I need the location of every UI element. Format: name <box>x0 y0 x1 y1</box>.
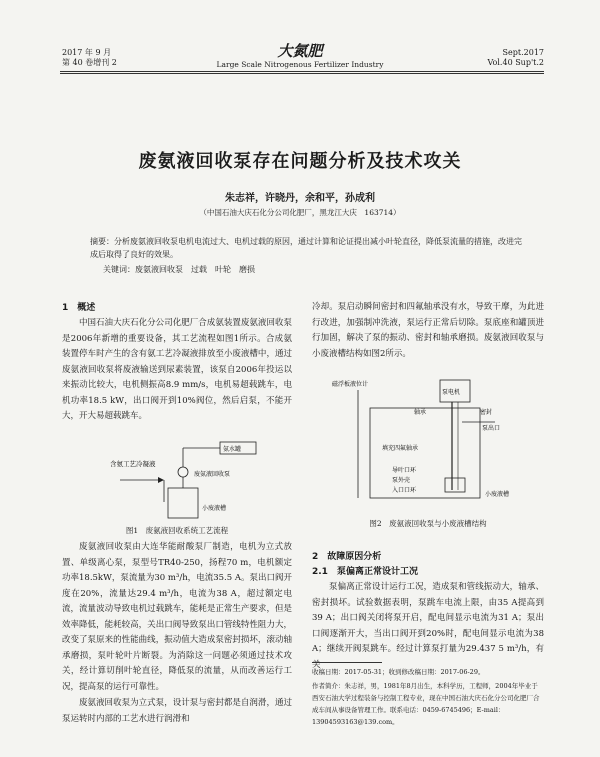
fig1-condensate-label: 含氨工艺冷凝液 <box>110 460 156 468</box>
fig2-impeller <box>445 478 465 492</box>
header-volume-en: Vol.40 Sup't.2 <box>487 58 544 67</box>
authors: 朱志祥，许晓丹，余和平，孙成利 <box>225 193 375 204</box>
fig2-tank <box>370 408 480 498</box>
fig2-ptfe-label: 填充四氟轴承 <box>382 445 419 452</box>
fig2-motor-label: 泵电机 <box>442 389 461 396</box>
journal-logo: 大氮肥 <box>277 42 323 60</box>
abstract: 摘要：分析废氨液回收泵电机电流过大、电机过载的原因，通过计算和论证提出减小叶轮直径，降低泵流量的措施，改进完成后取得了良好的效果。 <box>90 237 522 259</box>
section1-heading: 1 概述 <box>62 303 96 313</box>
fig1-tank <box>168 488 198 518</box>
header-rule <box>60 71 544 72</box>
keywords: 关键词：废氨液回收泵 过载 叶轮 磨损 <box>103 265 255 274</box>
section2-subheading: 2.1 泵偏离正常设计工况 <box>312 567 418 577</box>
figure1-caption: 图1 废氨液回收系统工艺流程 <box>125 526 229 535</box>
fig2-inlet-label: 入口口环 <box>392 487 417 494</box>
header-date-cn: 2017 年 9 月 <box>62 48 112 57</box>
header-journal-en: Large Scale Nitrogenous Fertilizer Industry <box>216 60 384 69</box>
fig1-pump <box>178 467 188 477</box>
left-para2: 废氨液回收泵由大连华能耐酸泵厂制造，电机为立式放置、单级离心泵，泵型号TR40-250，扬程70 m，电机额定功率18.5kW，泵流量为30 m³/h，电流35.5 A。泵出口阀开度在20%，流量达29.4 m³/h，电流为38 A，超过额定电流，流量波动导致电机过载跳车，能耗是正常生产要求，但是效率降低，能耗较高，关出口阀导致泵出口管线特性阻力大，改变了泵原来的性能曲线，振动值大造成泵密封损坏，滚动轴承磨损，泵叶轮叶片断裂。为消除这一问题必须通过技术攻关，经计算切削叶轮直径，降低泵的流量，从而改善运行工况，提高泵的运行可靠性。 <box>62 542 292 692</box>
fig2-seal-label: 密封 <box>480 409 493 416</box>
right-para1: 冷却。泵启动瞬间密封和四氟轴承没有水，导致干摩，为此进行改进，加强制冲洗液，泵运行正常后切除。泵底座和罐顶进行加固，解决了泵的振动、密封和轴承磨损。废氨液回收泵与小废液槽结构如图2所示。 <box>312 302 544 359</box>
figure2-caption: 图2 废氨液回收泵与小废液槽结构 <box>369 519 487 528</box>
footnote-rule <box>312 662 382 663</box>
header-date-en: Sept.2017 <box>502 48 544 57</box>
header-rule-2 <box>60 73 544 74</box>
footnote-bio: 作者简介：朱志祥，男，1981年8月出生，本科学历，工程师，2004年毕业于西安石油大学过程装备与控制工程专业，现在中国石油大庆石化分公司化肥厂合成车间从事设备管理工作。联系电话：0459-6745496；E-mail：13904593163@139.com。 <box>312 682 540 726</box>
footnote-received: 收稿日期：2017-05-31；收到修改稿日期：2017-06-29。 <box>312 668 485 676</box>
fig2-float-label: 磁浮板液位计 <box>332 381 369 388</box>
fig2-bearing-label: 轴承 <box>414 409 427 416</box>
figure1-diagram <box>90 440 290 522</box>
section2-para: 泵偏离正常设计运行工况，造成泵和管线振动大，轴承、密封损坏。试验数据表明，泵跳车电流上限，由35 A提高到39 A；出口阀关闭将泵开启，配电间显示电流为31 A；泵出口阀逐渐开大，当出口阀开到20%时，配电间显示电流为38 A；继续开阀泵跳车。经过计算泵打量为29.437 5 m³/h，有关 <box>312 582 544 670</box>
fig2-outlet-label: 泵出口 <box>482 425 501 432</box>
fig2-tank-label: 小废液槽 <box>485 491 510 498</box>
fig2-guide-label: 导叶口环 <box>392 467 417 474</box>
fig1-tank-label: 小废液槽 <box>202 505 227 512</box>
header-volume-cn: 第 40 卷增刊 2 <box>62 58 117 67</box>
section2-heading: 2 故障原因分析 <box>312 552 382 562</box>
fig2-casing-label: 泵外壳 <box>392 477 411 484</box>
paper-title: 废氨液回收泵存在问题分析及技术攻关 <box>138 151 462 172</box>
figure2-diagram <box>330 378 530 508</box>
left-para3: 废氨液回收泵为立式泵，设计泵与密封都是自润滑，通过泵运转时内部的工艺水进行润滑和 <box>62 698 292 724</box>
fig1-inlet-arrow <box>158 477 164 483</box>
fig1-pump-label: 废氨液回收泵 <box>194 471 231 478</box>
affiliation: （中国石油大庆石化分公司化肥厂，黑龙江大庆 163714） <box>199 208 401 217</box>
fig1-ammonia-label: 氨水罐 <box>223 446 242 453</box>
section1-para: 中国石油大庆石化分公司化肥厂合成氨装置废氨液回收泵是2006年新增的重要设备，其工艺流程如图1所示。合成氨装置停车时产生的含有氨工艺冷凝液排放至小废液槽中，通过废氨液回收泵将废液输送到尿素装置，该泵自2006年投运以来振动比较大，电机侧振高8.9 mm/s，电机易超载跳车，电机功率18.5 kW，出口阀开到10%阀位，然后启泵，不能开大，开大易超载跳车。 <box>62 318 292 421</box>
